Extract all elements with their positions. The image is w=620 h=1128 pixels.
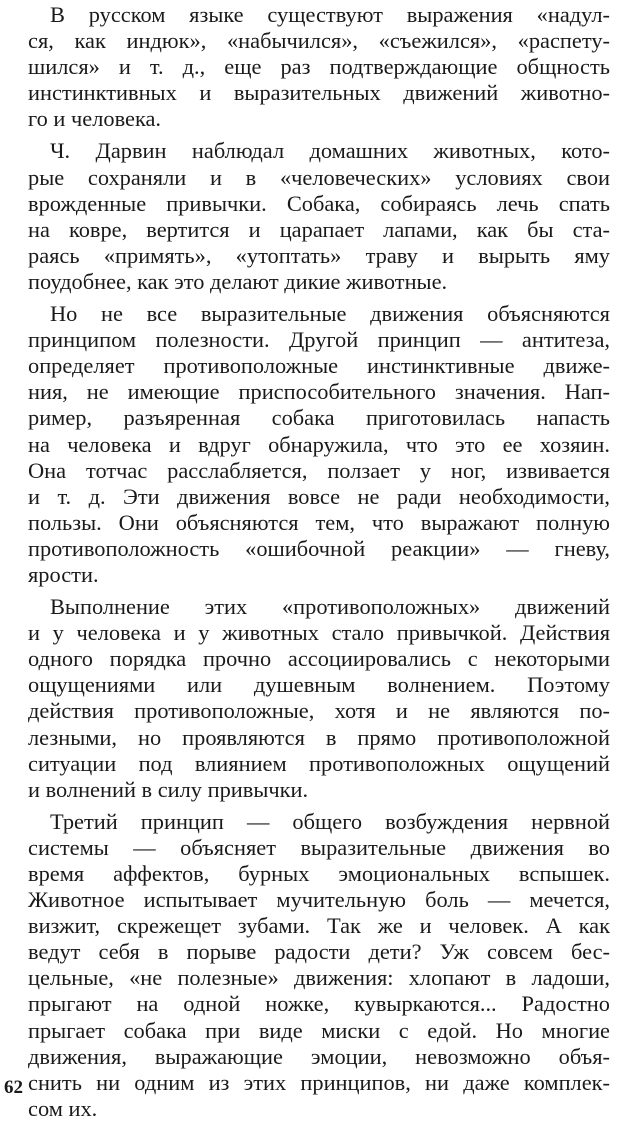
text-line: раясь «примять», «утоптать» траву и вырыть яму <box>28 242 610 268</box>
text-line: принципом полезности. Другой принцип — антитеза, <box>28 327 610 353</box>
text-line: ся, как индюк», «набычился», «съежился», «распету- <box>28 28 610 54</box>
text-line: системы — объясняет выразительные движения во <box>28 834 610 860</box>
text-line: Животное испытывает мучительную боль — мечется, <box>28 887 610 913</box>
text-line: инстинктивных и выразительных движений животно- <box>28 80 610 106</box>
text-line: прыгает собака при виде миски с едой. Но многие <box>28 1017 610 1043</box>
text-line: на человека и вдруг обнаружила, что это ее хозяин. <box>28 431 610 457</box>
text-line: ния, не имеющие приспособительного значения. Нап- <box>28 379 610 405</box>
text-line: одного порядка прочно ассоциировались с некоторыми <box>28 646 610 672</box>
paragraph <box>28 138 610 295</box>
text-line: противоположность «ошибочной реакции» — гневу, <box>28 535 610 561</box>
text-line: движения, выражающие эмоции, невозможно объя- <box>28 1043 610 1069</box>
text-line: поудобнее, как это делают дикие животные. <box>28 268 448 294</box>
text-line: го и человека. <box>28 106 162 132</box>
text-line: Ч. Дарвин наблюдал домашних животных, кото- <box>50 138 610 164</box>
body-text <box>28 2 610 1128</box>
text-line: ощущениями или душевным волнением. Поэтому <box>28 672 610 698</box>
text-line: действия противоположные, хотя и не являются по- <box>28 698 610 724</box>
text-line: пользы. Они объясняются тем, что выражают полную <box>28 509 610 535</box>
page-number: 62 <box>4 1077 23 1098</box>
text-line: Третий принцип — общего возбуждения нервной <box>50 808 610 834</box>
paragraph <box>28 809 610 1122</box>
text-line: ситуации под влиянием противоположных ощущений <box>28 750 610 776</box>
text-line: Но не все выразительные движения объясняются <box>50 301 610 327</box>
text-line: ведут себя в порыве радости дети? Уж совсем бес- <box>28 939 610 965</box>
text-line: и волнений в силу привычки. <box>28 776 309 802</box>
text-line: и т. д. Эти движения вовсе не ради необходимости, <box>28 483 610 509</box>
text-line: рые сохраняли и в «человеческих» условиях свои <box>28 164 610 190</box>
text-line: Выполнение этих «противоположных» движений <box>50 594 610 620</box>
text-line: Она тотчас расслабляется, ползает у ног, извивается <box>28 457 610 483</box>
text-line: врожденные привычки. Собака, собираясь лечь спать <box>28 190 610 216</box>
paragraph <box>28 594 610 803</box>
text-line: время аффектов, бурных эмоциональных вспышек. <box>28 861 610 886</box>
text-line: снить ни одним из этих принципов, ни даже комплек- <box>28 1069 610 1095</box>
paragraph <box>28 2 610 132</box>
text-line: и у человека и у животных стало привычкой. Действия <box>28 620 610 646</box>
text-line: ярости. <box>28 561 99 587</box>
text-line: визжит, скрежещет зубами. Так же и человек. А как <box>28 913 610 939</box>
text-line: определяет противоположные инстинктивные движе- <box>28 353 610 379</box>
text-line: В русском языке существуют выражения «надул- <box>50 2 610 27</box>
text-line: лезными, но проявляются в прямо противоположной <box>28 724 610 750</box>
text-line: сом их. <box>28 1095 98 1121</box>
paragraph <box>28 301 610 588</box>
text-line: ример, разъяренная собака приготовилась напасть <box>28 405 610 431</box>
text-line: на ковре, вертится и царапает лапами, как бы ста- <box>28 216 610 242</box>
text-line: прыгают на одной ножке, кувыркаются... Радостно <box>28 991 610 1017</box>
text-line: шился» и т. д., еще раз подтверждающие общность <box>28 54 610 80</box>
text-line: цельные, «не полезные» движения: хлопают в ладоши, <box>28 965 610 991</box>
